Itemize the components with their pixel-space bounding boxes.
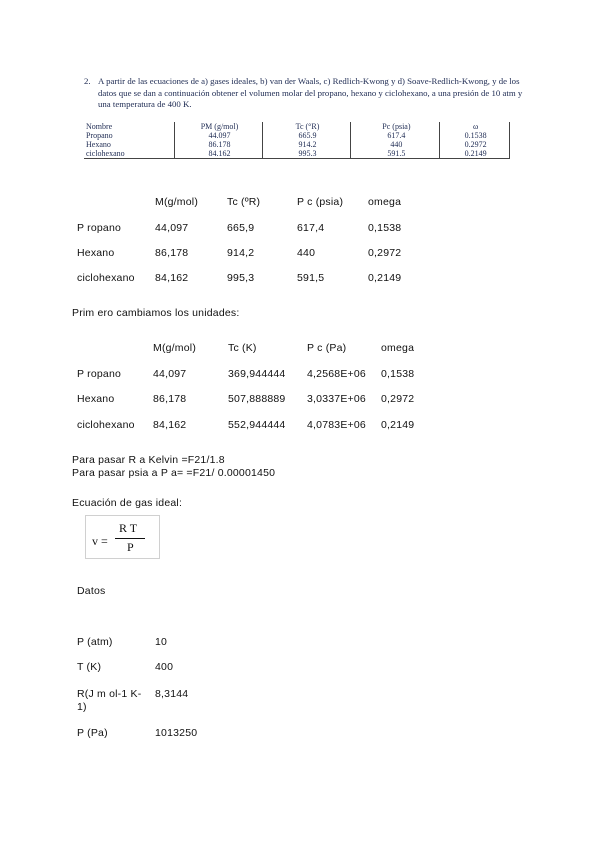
table-cell: 3,0337E+06 — [307, 393, 366, 405]
table-cell: 0,1538 — [381, 368, 415, 380]
ideal-gas-title: Ecuación de gas ideal: — [72, 497, 183, 509]
table-cell: 507,888889 — [228, 393, 286, 405]
equation-lhs: v = — [92, 534, 108, 548]
problem-table-cell: ciclohexano — [84, 149, 175, 159]
table-cell: 995,3 — [227, 272, 255, 284]
table-cell: 44,097 — [153, 368, 187, 380]
column-header: Tc (ºR) — [227, 196, 261, 208]
datos-value: 400 — [155, 661, 174, 673]
problem-table-cell: 86.178 — [175, 140, 262, 149]
table-cell: 665,9 — [227, 222, 255, 234]
table-cell: 44,097 — [155, 222, 189, 234]
problem-table — [84, 122, 510, 159]
problem-table-cell: 914.2 — [262, 140, 351, 149]
row-label: P ropano — [77, 368, 122, 380]
problem-table-cell: 591.5 — [351, 149, 440, 159]
problem-table-header: ω — [440, 122, 510, 131]
datos-value: 10 — [155, 636, 168, 648]
column-header: M(g/mol) — [153, 342, 197, 354]
table-cell: 84,162 — [155, 272, 189, 284]
problem-text: A partir de las ecuaciones de a) gases ideales, b) van der Waals, c) Redlich-Kwong y d) Soave-Redlich-Kwong, y de los datos que se dan a continuación obtener el volumen molar del propano, hexano y ciclohexano, a una presión de 10 atm y una temperatura de 400 K. — [98, 76, 523, 109]
column-header: omega — [381, 342, 415, 354]
problem-table-cell: 0.1538 — [440, 131, 510, 140]
problem-table-cell: Hexano — [84, 140, 175, 149]
column-header: M(g/mol) — [155, 196, 199, 208]
datos-value: 8,3144 — [155, 688, 189, 700]
table-cell: 591,5 — [297, 272, 325, 284]
problem-table-header: Pc (psia) — [351, 122, 440, 131]
problem-table-cell: 0.2149 — [440, 149, 510, 159]
equation-numerator: R T — [119, 521, 138, 535]
problem-table-cell: 0.2972 — [440, 140, 510, 149]
problem-table-cell: 665.9 — [262, 131, 351, 140]
table-cell: 84,162 — [153, 419, 187, 431]
row-label: Hexano — [77, 247, 115, 259]
equation-denominator: P — [127, 540, 134, 554]
table-cell: 617,4 — [297, 222, 325, 234]
problem-statement — [84, 76, 524, 111]
problem-table-cell: 617.4 — [351, 131, 440, 140]
problem-table-header: PM (g/mol) — [175, 122, 262, 131]
row-label: P ropano — [77, 222, 122, 234]
row-label: ciclohexano — [77, 419, 135, 431]
row-label: Hexano — [77, 393, 115, 405]
problem-table-cell: 995.3 — [262, 149, 351, 159]
table-cell: 440 — [297, 247, 316, 259]
table-cell: 86,178 — [155, 247, 189, 259]
problem-table-cell: 44.097 — [175, 131, 262, 140]
units-intro: Prim ero cambiamos los unidades: — [72, 307, 240, 319]
column-header: Tc (K) — [228, 342, 257, 354]
datos-label: P (atm) — [77, 636, 113, 648]
datos-label: R(J m ol-1 K-1) — [77, 688, 142, 713]
table-cell: 86,178 — [153, 393, 187, 405]
datos-label: P (Pa) — [77, 727, 108, 739]
problem-number: 2. — [84, 76, 91, 86]
problem-table-cell: 84.162 — [175, 149, 262, 159]
problem-table-cell: Propano — [84, 131, 175, 140]
equation-fraction-bar — [115, 538, 145, 539]
column-header: P c (Pa) — [307, 342, 347, 354]
conversion-note-psia: Para pasar psia a P a= =F21/ 0.00001450 — [72, 467, 276, 479]
table-cell: 552,944444 — [228, 419, 286, 431]
table-cell: 0,1538 — [368, 222, 402, 234]
datos-label: T (K) — [77, 661, 102, 673]
column-header: P c (psia) — [297, 196, 344, 208]
problem-table-cell: 440 — [351, 140, 440, 149]
row-label: ciclohexano — [77, 272, 135, 284]
conversion-note-rankine: Para pasar R a Kelvin =F21/1.8 — [72, 454, 225, 466]
table-cell: 0,2149 — [368, 272, 402, 284]
problem-table-header: Tc (°R) — [262, 122, 351, 131]
table-cell: 0,2149 — [381, 419, 415, 431]
table-cell: 0,2972 — [381, 393, 415, 405]
datos-value: 1013250 — [155, 727, 198, 739]
column-header: omega — [368, 196, 402, 208]
table-cell: 4,0783E+06 — [307, 419, 366, 431]
table-cell: 369,944444 — [228, 368, 286, 380]
datos-title: Datos — [77, 585, 106, 597]
table-cell: 0,2972 — [368, 247, 402, 259]
problem-table-header: Nombre — [84, 122, 175, 131]
table-cell: 914,2 — [227, 247, 255, 259]
table-cell: 4,2568E+06 — [307, 368, 366, 380]
